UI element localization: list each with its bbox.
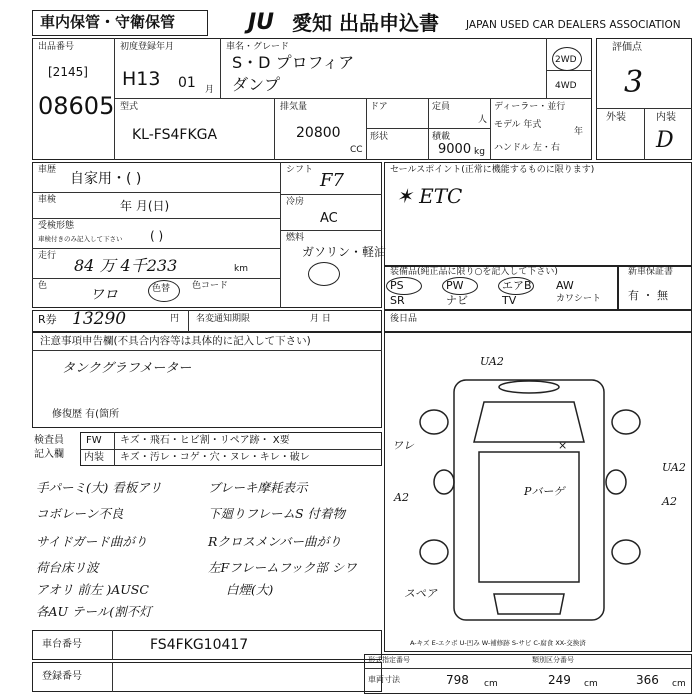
fuel-label: 燃料 — [286, 233, 305, 243]
load-unit: kg — [474, 147, 485, 157]
equipment-circle — [386, 277, 422, 295]
dim-height-unit: cm — [672, 679, 686, 689]
remark-line: 荷台床リ波 — [36, 560, 99, 575]
shift-label: シフト — [286, 165, 314, 175]
chassis-label: 車台番号 — [42, 639, 82, 650]
fw-label: FW — [86, 435, 102, 446]
drive-4wd: 4WD — [555, 81, 577, 91]
damage-mark: UA2 — [480, 355, 504, 368]
interior-value: D — [656, 128, 674, 153]
after-box — [384, 310, 692, 332]
color-code-label: 色コード — [192, 281, 229, 291]
ac-label: 冷房 — [286, 197, 305, 207]
price-value: 13290 — [72, 309, 127, 329]
repair-history: 修復歴 有(箇所 — [52, 409, 120, 420]
dealer-handle: ハンドル 左・右 — [494, 143, 560, 153]
mileage-value: 84 万 4千233 — [74, 256, 178, 275]
equipment-item: カワシート — [556, 294, 602, 304]
history-value: 自家用・( ) — [70, 171, 142, 187]
ac-value: AC — [320, 211, 338, 226]
displacement-value: 20800 — [296, 125, 341, 141]
damage-mark: A2 — [394, 491, 409, 504]
drive-2wd: 2WD — [555, 55, 577, 65]
history-label: 車歴 — [38, 165, 57, 175]
remark-line: 下廻りフレームS 付着物 — [208, 506, 346, 521]
damage-mark: A2 — [662, 495, 677, 508]
dim-width: 249 — [548, 673, 571, 687]
car-name: S・D プロフィア — [232, 53, 355, 72]
equipment-item: エアB — [502, 279, 532, 292]
lot-number: 08605 — [38, 92, 115, 120]
sales-point-value: ✶ ETC — [396, 184, 463, 208]
color-change: 色替 — [152, 284, 171, 294]
fuel-circle — [308, 262, 340, 286]
dims-label-2: 類別区分番号 — [532, 656, 574, 664]
rating-label: 評価点 — [612, 42, 642, 53]
car-name-label: 車名・グレード — [226, 42, 290, 52]
lot-code: [2145] — [48, 65, 88, 79]
inspection-value: 年 月(日) — [120, 199, 170, 213]
equipment-circle — [498, 277, 534, 295]
equipment-item: TV — [502, 294, 517, 307]
price-unit: 円 — [170, 314, 180, 324]
mileage-unit: km — [234, 264, 248, 274]
sales-point-label: セールスポイント(正常に機能するものに限ります) — [390, 165, 595, 175]
remark-line: サイドガード曲がり — [36, 534, 148, 549]
remark-line: 白煙(大) — [226, 582, 274, 597]
model-value: KL-FS4FKGA — [132, 127, 218, 143]
warranty-label: 新車保証書 — [628, 267, 674, 277]
dealer-label: ディーラー・並行 — [494, 102, 566, 112]
color-value: ワロ — [90, 287, 118, 303]
price-label: R券 — [38, 313, 57, 326]
registration-label: 初度登録年月 — [120, 42, 175, 52]
drive-2wd-circle — [552, 47, 582, 71]
damage-mark: × — [558, 439, 568, 452]
shift-value: F7 — [320, 170, 344, 191]
recycle-unit: 月 日 — [310, 314, 331, 324]
remark-line: コボレーン不良 — [36, 506, 124, 521]
acceptance-sub: 車検付きのみ記入して下さい — [38, 235, 123, 243]
interior-label: 内装 — [656, 112, 676, 123]
ju-logo: JU — [248, 10, 275, 35]
inspection-label: 車検 — [38, 195, 57, 205]
acceptance-value: ( ) — [150, 229, 164, 243]
dims-label-3: 車両寸法 — [368, 675, 400, 684]
rating-value: 3 — [624, 65, 644, 100]
damage-mark: スペア — [404, 587, 437, 600]
car-grade: ダンプ — [232, 75, 281, 94]
damage-legend: A-キズ E-エクボ U-凹み W-補修跡 S-サビ C-腐食 XX-交換済 — [410, 639, 586, 647]
notes-label: 注意事項申告欄(不具合内容等は具体的に記入して下さい) — [40, 335, 311, 347]
dims-label-1: 形式指定番号 — [368, 656, 410, 664]
dim-length: 798 — [446, 673, 469, 687]
door-label: ドア — [370, 102, 388, 112]
reg-label: 登録番号 — [42, 671, 82, 682]
fuel-value: ガソリン・軽油 — [302, 245, 387, 259]
displacement-label: 排気量 — [280, 102, 308, 112]
dealer-model-year: モデル 年式 — [494, 120, 542, 130]
remark-line: Rクロスメンバー曲がり — [208, 534, 342, 549]
remark-line: ブレーキ摩耗表示 — [208, 480, 308, 495]
remark-line: 左Fフレームフック部 シワ — [208, 560, 357, 575]
after-label: 後日品 — [390, 314, 418, 324]
capacity-unit: 人 — [478, 115, 488, 125]
remark-line: 手パーミ(大) 看板アリ — [36, 480, 162, 495]
equipment-item: PS — [390, 279, 404, 292]
equipment-item: ナビ — [446, 294, 468, 307]
capacity-label: 定員 — [432, 102, 451, 112]
remark-line: アオリ 前左 )AUSC — [36, 582, 149, 597]
fw-text: キズ・飛石・ヒビ割・リペア跡・ X要 — [120, 435, 290, 446]
form-title: 愛知 出品申込書 — [292, 11, 439, 35]
notes-text: タンクグラフメーター — [62, 361, 192, 376]
warranty-value: 有 ・ 無 — [628, 289, 668, 302]
equipment-circle — [442, 277, 478, 295]
remark-line: 各AU テール(割不灯 — [36, 604, 152, 619]
registration-month: 01 — [178, 75, 196, 91]
dealer-year-unit: 年 — [574, 127, 584, 137]
color-change-circle — [148, 280, 180, 302]
registration-era: H13 — [122, 68, 161, 90]
interior-row-label: 内装 — [84, 452, 104, 463]
load-label: 積載 — [432, 132, 451, 142]
recycle-label: 名変通知期限 — [196, 314, 251, 324]
storage-label: 車内保管・守衛保管 — [40, 13, 176, 31]
load-value: 9000 — [438, 142, 472, 157]
displacement-unit: CC — [350, 145, 363, 155]
inspector-label-1: 検査員 — [34, 435, 64, 446]
interior-row-text: キズ・汚レ・コゲ・穴・ヌレ・キレ・破レ — [120, 452, 310, 463]
reg-row — [32, 662, 382, 692]
damage-mark: ワレ — [392, 439, 414, 452]
form-title-en: JAPAN USED CAR DEALERS ASSOCIATION — [466, 19, 681, 31]
registration-month-unit: 月 — [205, 85, 215, 95]
damage-mark: Pバーゲ — [524, 485, 565, 498]
inspector-label-2: 記入欄 — [34, 449, 64, 460]
equipment-item: SR — [390, 294, 405, 307]
acceptance-label: 受検形態 — [38, 221, 75, 231]
shape-label: 形状 — [370, 132, 389, 142]
exterior-label: 外装 — [606, 112, 626, 123]
equipment-item: AW — [556, 279, 574, 292]
dim-length-unit: cm — [484, 679, 498, 689]
equipment-item: PW — [446, 279, 464, 292]
color-label: 色 — [38, 281, 48, 291]
equipment-label: 装備品(純正品に限り○を記入して下さい) — [390, 267, 558, 277]
dim-width-unit: cm — [584, 679, 598, 689]
model-label: 型式 — [120, 102, 139, 112]
chassis-value: FS4FKG10417 — [150, 637, 249, 653]
sales-point-box — [384, 162, 692, 266]
mileage-label: 走行 — [38, 251, 57, 261]
damage-mark: UA2 — [662, 461, 686, 474]
dim-height: 366 — [636, 673, 659, 687]
lot-label: 出品番号 — [38, 42, 75, 52]
